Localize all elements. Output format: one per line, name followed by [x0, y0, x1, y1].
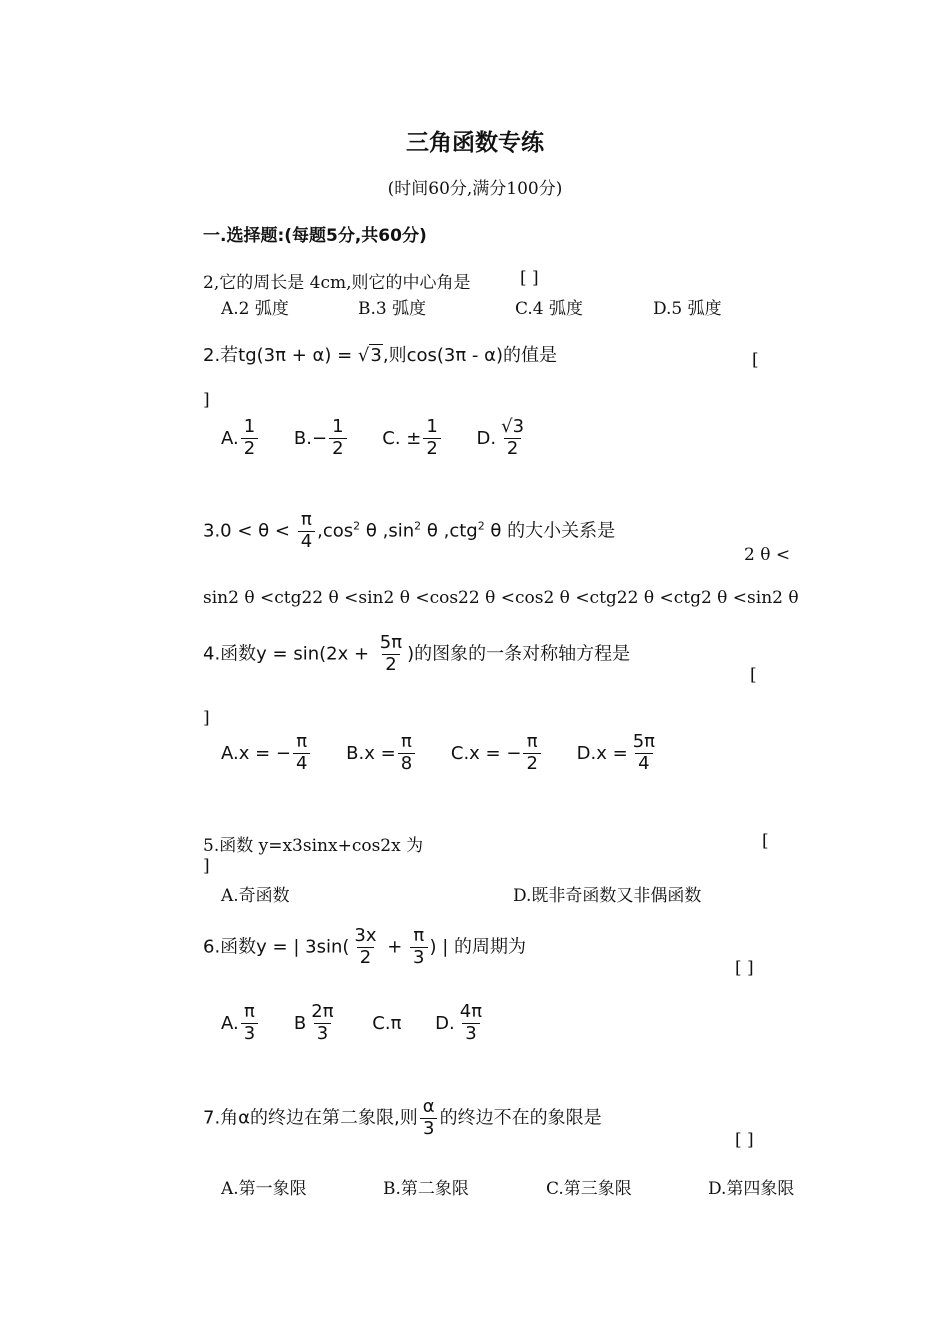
q5-option-a: A.奇函数: [221, 886, 290, 906]
page-title: 三角函数专练: [406, 130, 544, 156]
q2-bracket-open: [: [752, 350, 759, 370]
q1-option-a: A.2 弧度: [221, 299, 289, 319]
q1-option-c: C.4 弧度: [515, 299, 584, 319]
section-heading: 一.选择题:(每题5分,共60分): [203, 226, 427, 246]
q4-bracket-open: [: [750, 665, 757, 685]
q4-option-a: A.x = − $\frac{\pi}{4}$: [221, 733, 312, 774]
q2-option-b: B.− $\frac{1}{2}$: [294, 418, 349, 459]
q2-option-a: A. $\frac{1}{2}$: [221, 418, 260, 459]
q7-bracket: [ ]: [735, 1130, 754, 1150]
q3-options-line: sin2 θ <ctg22 θ <sin2 θ <cos22 θ <cos2 θ <ctg22 θ <ctg2 θ <sin2 θ: [203, 588, 799, 608]
q5-stem: 5.函数 y=x3sinx+cos2x 为: [203, 836, 424, 856]
q5-option-d: D.既非奇函数又非偶函数: [513, 886, 702, 906]
q5-bracket-open: [: [762, 831, 769, 851]
q2-bracket-close: ]: [203, 390, 210, 410]
q7-option-b: B.第二象限: [383, 1179, 469, 1199]
q3-stem: 3.0 < θ < $\frac{\pi}{4}$ $,\cos^2$ θ $,\sin^2$ θ ,ctg$^2$ θ 的大小关系是: [203, 509, 616, 552]
q4-option-c: C.x = − $\frac{\pi}{2}$: [451, 733, 543, 774]
q2-option-d: D. $\frac{√3}{2}$: [476, 416, 525, 459]
q6-stem: 6.函数y = | 3sin( $\frac{3x}{2}$ + $\frac{\pi}{3}$ ) | 的周期为: [203, 925, 527, 968]
q6-bracket: [ ]: [735, 958, 754, 978]
q2-options: [221, 418, 557, 459]
q5-bracket-close: ]: [203, 856, 210, 876]
q4-option-d: D.x = $\frac{5\pi}{4}$: [576, 731, 655, 774]
q7-stem: 7.角α的终边在第二象限,则 $\frac{\alpha}{3}$ 的终边不在的象限是: [203, 1096, 602, 1139]
q6-option-a: A. $\frac{\pi}{3}$: [221, 1003, 260, 1044]
q4-options: [221, 733, 688, 774]
q3-fragment: 2 θ <: [744, 545, 791, 565]
q4-option-b: B.x = $\frac{\pi}{8}$: [346, 733, 417, 774]
q2-stem: 2.若tg(3π + α) = √3,则cos(3π - α)的值是: [203, 345, 558, 366]
q4-stem: 4.函数y = sin(2x + $\frac{5\pi}{2}$ )的图象的一条对称轴方程是: [203, 632, 631, 675]
q6-option-d: D. $\frac{4\pi}{3}$: [435, 1001, 483, 1044]
q4-bracket-close: ]: [203, 708, 210, 728]
q6-options: [221, 1003, 515, 1044]
q7-option-c: C.第三象限: [546, 1179, 632, 1199]
q1-option-b: B.3 弧度: [358, 299, 427, 319]
q7-option-a: A.第一象限: [221, 1179, 307, 1199]
q1-option-d: D.5 弧度: [653, 299, 722, 319]
q6-option-c: C.π: [372, 1012, 402, 1034]
q1-bracket: [ ]: [520, 268, 539, 288]
q6-option-b: B $\frac{2\pi}{3}$: [293, 1001, 334, 1044]
q2-option-c: C. ± $\frac{1}{2}$: [382, 418, 443, 459]
page-subtitle: (时间60分,满分100分): [387, 179, 563, 199]
q7-option-d: D.第四象限: [708, 1179, 795, 1199]
q1-stem: 2,它的周长是 4cm,则它的中心角是: [203, 273, 471, 293]
